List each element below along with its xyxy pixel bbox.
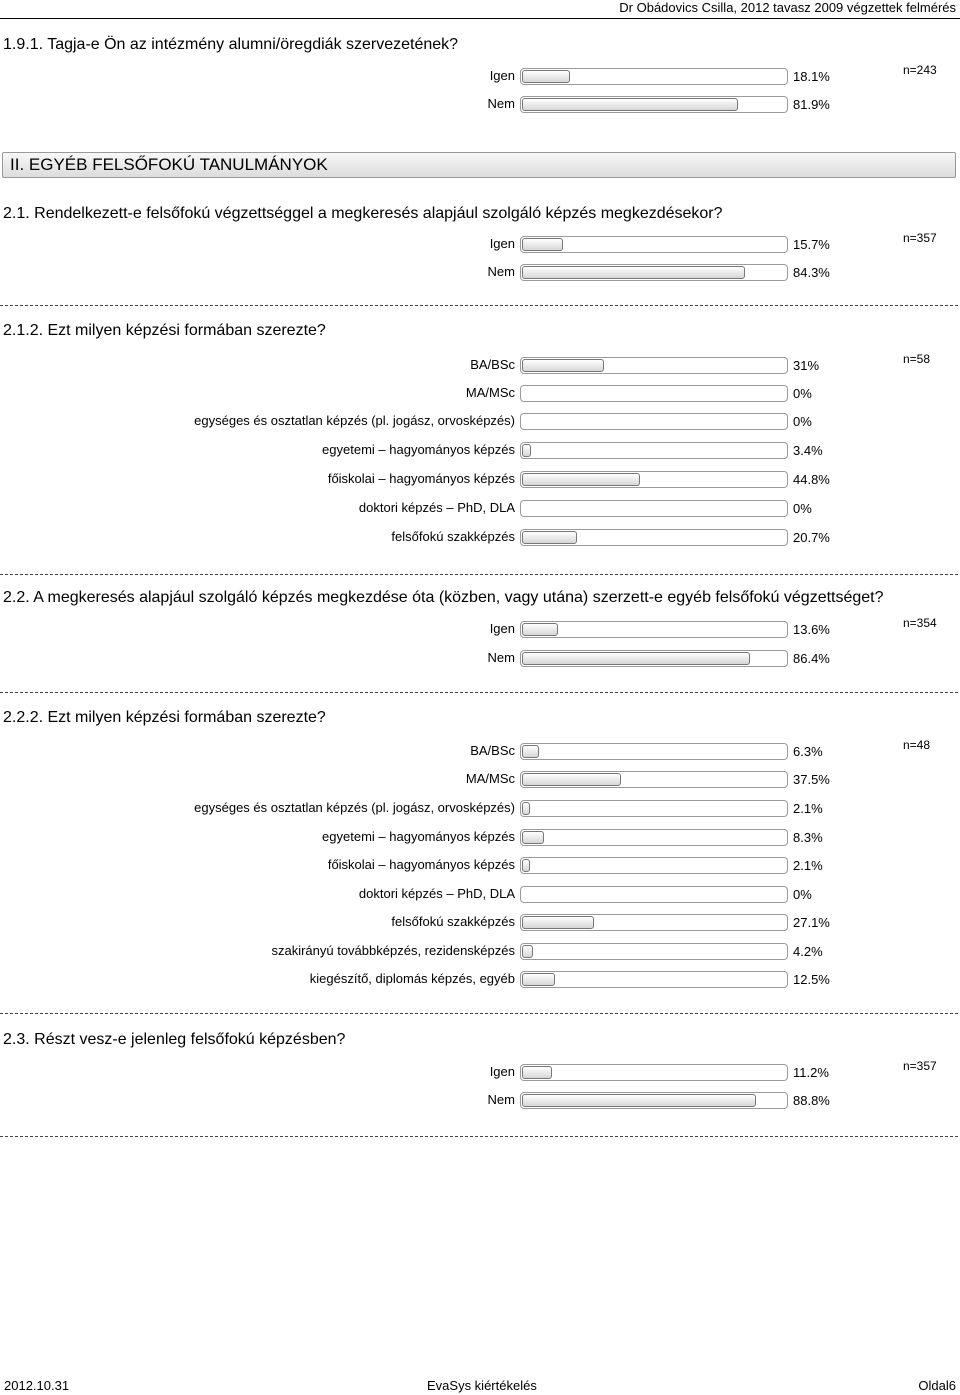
- bar-fill: [522, 945, 533, 958]
- answer-label: Igen: [489, 1064, 515, 1079]
- answer-row: [0, 385, 960, 413]
- answer-percent: 27.1%: [793, 915, 830, 930]
- bar-fill: [522, 652, 750, 665]
- answer-label: Nem: [487, 1092, 515, 1107]
- answer-row: [0, 264, 960, 292]
- answer-label: felsőfokú szakképzés: [391, 914, 515, 929]
- bar-track: [520, 357, 788, 374]
- bar-fill: [522, 238, 563, 251]
- bar-track: [520, 621, 788, 638]
- bar-track: [520, 529, 788, 546]
- answer-row: [0, 1064, 960, 1092]
- answer-percent: 2.1%: [793, 801, 823, 816]
- bar-track: [520, 264, 788, 281]
- answer-label: Igen: [489, 68, 515, 83]
- answer-label: főiskolai – hagyományos képzés: [327, 471, 515, 486]
- answer-percent: 31%: [793, 358, 820, 373]
- answer-row: [0, 829, 960, 857]
- answer-row: [0, 442, 960, 470]
- answer-row: [0, 621, 960, 649]
- sample-size: n=48: [903, 738, 931, 752]
- bar-fill: [522, 802, 530, 815]
- bar-fill: [522, 831, 544, 844]
- answer-row: [0, 971, 960, 999]
- bar-track: [520, 771, 788, 788]
- bar-track: [520, 1092, 788, 1109]
- bar-track: [520, 829, 788, 846]
- bar-track: [520, 857, 788, 874]
- answer-row: [0, 650, 960, 678]
- bar-fill: [522, 1066, 552, 1079]
- answer-label: egységes és osztatlan képzés (pl. jogász, orvosképzés): [194, 413, 515, 428]
- bar-track: [520, 385, 788, 402]
- divider: [0, 1136, 958, 1137]
- section-heading: II. EGYÉB FELSŐFOKÚ TANULMÁNYOK: [2, 152, 956, 178]
- answer-label: MA/MSc: [465, 771, 515, 786]
- answer-row: [0, 529, 960, 557]
- question-title: 2.1. Rendelkezett-e felsőfokú végzettséggel a megkeresés alapjául szolgáló képzés megkezdésekor?: [3, 205, 723, 222]
- answer-label: egyetemi – hagyományos képzés: [322, 442, 515, 457]
- answer-row: [0, 236, 960, 264]
- answer-label: kiegészítő, diplomás képzés, egyéb: [309, 971, 515, 986]
- answer-label: egyetemi – hagyományos képzés: [322, 829, 515, 844]
- bar-fill: [522, 98, 738, 111]
- bar-fill: [522, 70, 570, 83]
- answer-label: BA/BSc: [470, 743, 515, 758]
- bar-track: [520, 500, 788, 517]
- footer-date: 2012.10.31: [4, 1378, 70, 1393]
- bar-fill: [522, 444, 531, 457]
- answer-label: szakirányú továbbképzés, rezidensképzés: [271, 943, 515, 958]
- bar-track: [520, 971, 788, 988]
- header-rule: [0, 18, 960, 19]
- answer-percent: 0%: [793, 386, 812, 401]
- bar-fill: [522, 623, 558, 636]
- answer-percent: 86.4%: [793, 651, 830, 666]
- divider: [0, 574, 958, 575]
- answer-row: [0, 857, 960, 885]
- answer-row: [0, 771, 960, 799]
- answer-percent: 12.5%: [793, 972, 830, 987]
- answer-percent: 4.2%: [793, 944, 823, 959]
- answer-percent: 13.6%: [793, 622, 830, 637]
- bar-track: [520, 650, 788, 667]
- question-title: 2.2.2. Ezt milyen képzési formában szerezte?: [3, 709, 326, 726]
- answer-row: [0, 96, 960, 124]
- answer-label: MA/MSc: [465, 385, 515, 400]
- bar-track: [520, 471, 788, 488]
- answer-percent: 15.7%: [793, 237, 830, 252]
- answer-percent: 8.3%: [793, 830, 823, 845]
- answer-percent: 44.8%: [793, 472, 830, 487]
- answer-label: Igen: [489, 236, 515, 251]
- divider: [0, 305, 958, 306]
- answer-label: felsőfokú szakképzés: [391, 529, 515, 544]
- bar-track: [520, 800, 788, 817]
- answer-label: doktori képzés – PhD, DLA: [358, 886, 515, 901]
- bar-fill: [522, 1094, 756, 1107]
- answer-percent: 11.2%: [793, 1065, 829, 1080]
- question-title: 2.3. Részt vesz-e jelenleg felsőfokú képzésben?: [3, 1031, 346, 1048]
- answer-percent: 2.1%: [793, 858, 823, 873]
- answer-percent: 6.3%: [793, 744, 823, 759]
- answer-label: Nem: [487, 650, 515, 665]
- question-title: 2.2. A megkeresés alapjául szolgáló képzés megkezdése óta (közben, vagy utána) szerzett-e egyéb felsőfokú végzettséget?: [3, 589, 884, 606]
- bar-track: [520, 886, 788, 903]
- answer-percent: 3.4%: [793, 443, 823, 458]
- answer-row: [0, 471, 960, 499]
- sample-size: n=354: [903, 616, 937, 630]
- header-author-line: Dr Obádovics Csilla, 2012 tavasz 2009 végzettek felmérés: [619, 0, 956, 15]
- answer-percent: 0%: [793, 501, 812, 516]
- sample-size: n=357: [903, 231, 937, 245]
- answer-row: [0, 357, 960, 385]
- question-title: 1.9.1. Tagja-e Ön az intézmény alumni/öregdiák szervezetének?: [3, 36, 459, 53]
- answer-percent: 18.1%: [793, 69, 830, 84]
- bar-track: [520, 96, 788, 113]
- question-title: 2.1.2. Ezt milyen képzési formában szerezte?: [3, 322, 326, 339]
- bar-fill: [522, 773, 621, 786]
- sample-size: n=58: [903, 352, 931, 366]
- bar-fill: [522, 973, 555, 986]
- footer-page: Oldal6: [918, 1378, 956, 1393]
- bar-track: [520, 1064, 788, 1081]
- bar-fill: [522, 859, 530, 872]
- answer-row: [0, 413, 960, 441]
- answer-percent: 0%: [793, 887, 812, 902]
- bar-fill: [522, 745, 539, 758]
- bar-track: [520, 943, 788, 960]
- answer-row: [0, 500, 960, 528]
- bar-track: [520, 914, 788, 931]
- bar-track: [520, 413, 788, 430]
- divider: [0, 692, 958, 693]
- divider: [0, 1013, 958, 1014]
- answer-percent: 84.3%: [793, 265, 830, 280]
- answer-row: [0, 800, 960, 828]
- answer-row: [0, 943, 960, 971]
- answer-label: BA/BSc: [470, 357, 515, 372]
- answer-percent: 81.9%: [793, 97, 830, 112]
- footer-center: EvaSys kiértékelés: [427, 1378, 537, 1393]
- bar-track: [520, 68, 788, 85]
- answer-percent: 37.5%: [793, 772, 830, 787]
- answer-label: doktori képzés – PhD, DLA: [358, 500, 515, 515]
- answer-percent: 20.7%: [793, 530, 830, 545]
- answer-row: [0, 743, 960, 771]
- bar-fill: [522, 266, 745, 279]
- bar-fill: [522, 473, 640, 486]
- bar-fill: [522, 531, 577, 544]
- answer-label: főiskolai – hagyományos képzés: [327, 857, 515, 872]
- answer-row: [0, 68, 960, 96]
- bar-fill: [522, 916, 594, 929]
- answer-label: Nem: [487, 264, 515, 279]
- bar-track: [520, 442, 788, 459]
- bar-fill: [522, 359, 604, 372]
- answer-label: Igen: [489, 621, 515, 636]
- bar-track: [520, 236, 788, 253]
- answer-percent: 88.8%: [793, 1093, 830, 1108]
- sample-size: n=357: [903, 1059, 937, 1073]
- answer-label: egységes és osztatlan képzés (pl. jogász, orvosképzés): [194, 800, 515, 815]
- answer-row: [0, 1092, 960, 1120]
- answer-label: Nem: [487, 96, 515, 111]
- answer-percent: 0%: [793, 414, 812, 429]
- bar-track: [520, 743, 788, 760]
- answer-row: [0, 886, 960, 914]
- sample-size: n=243: [903, 63, 937, 77]
- answer-row: [0, 914, 960, 942]
